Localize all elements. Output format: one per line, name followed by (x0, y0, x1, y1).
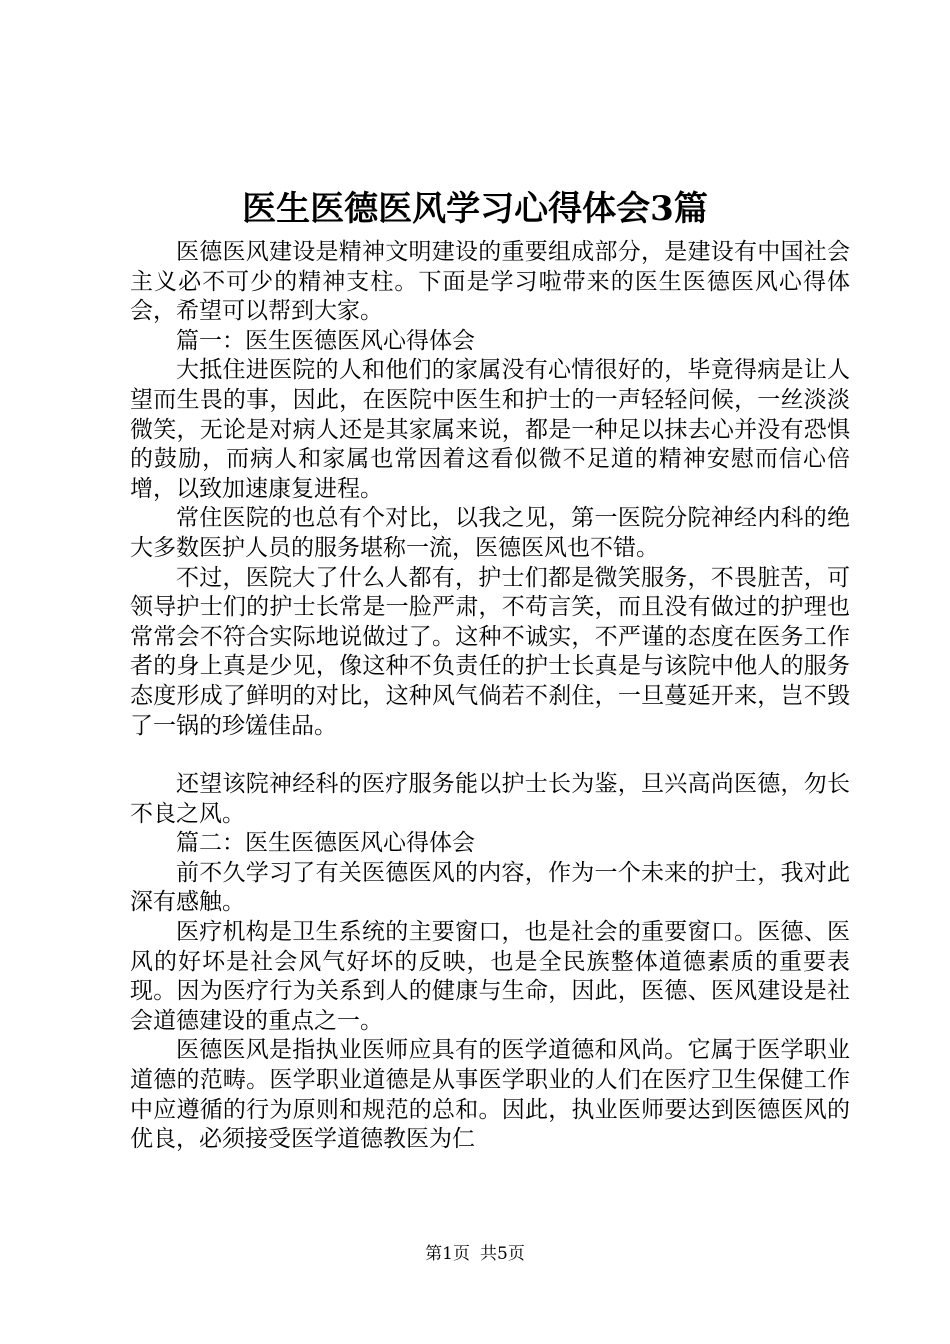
paragraph: 大抵住进医院的人和他们的家属没有心情很好的，毕竟得病是让人望而生畏的事，因此，在医院中医生和护士的一声轻轻问候，一丝淡淡微笑，无论是对病人还是其家属来说，都是一种足以抹去心并没有恐惧的鼓励，而病人和家属也常因着这看似微不足道的精神安慰而信心倍增，以致加速康复进程。 (130, 357, 850, 502)
page-number: 第1页 (425, 1244, 470, 1264)
paragraph: 常住医院的也总有个对比，以我之见，第一医院分院神经内科的绝大多数医护人员的服务堪称一流，医德医风也不错。 (130, 505, 850, 561)
paragraph: 医疗机构是卫生系统的主要窗口，也是社会的重要窗口。医德、医风的好坏是社会风气好坏的反映，也是全民族整体道德素质的重要表现。因为医疗行为关系到人的健康与生命，因此，医德、医风建设是社会道德建设的重点之一。 (130, 919, 850, 1034)
section-heading-1: 篇一：医生医德医风心得体会 (176, 327, 475, 354)
paragraph-intro: 医德医风建设是精神文明建设的重要组成部分，是建设有中国社会主义必不可少的精神支柱。下面是学习啦带来的医生医德医风心得体会，希望可以帮到大家。 (130, 239, 850, 325)
page-count: 共5页 (480, 1244, 525, 1264)
paragraph: 还望该院神经科的医疗服务能以护士长为鉴，旦兴高尚医德，勿长不良之风。 (130, 771, 850, 827)
section-heading-2: 篇二：医生医德医风心得体会 (176, 830, 475, 857)
paragraph: 医德医风是指执业医师应具有的医学道德和风尚。它属于医学职业道德的范畴。医学职业道德是从事医学职业的人们在医疗卫生保健工作中应遵循的行为原则和规范的总和。因此，执业医师要达到医德医风的优良，必须接受医学道德教医为仁 (130, 1037, 850, 1153)
document-title: 医生医德医风学习心得体会3篇 (242, 189, 708, 229)
paragraph: 前不久学习了有关医德医风的内容，作为一个未来的护士，我对此深有感触。 (130, 859, 850, 916)
paragraph: 不过，医院大了什么人都有，护士们都是微笑服务，不畏脏苦，可领导护士们的护士长常是一脸严肃，不苟言笑，而且没有做过的护理也常常会不符合实际地说做过了。这种不诚实，不严谨的态度在医务工作者的身上真是少见，像这种不负责任的护士长真是与该院中他人的服务态度形成了鲜明的对比，这种风气倘若不刹住，一旦蔓延开来，岂不毁了一锅的珍馐佳品。 (130, 564, 850, 739)
page-footer (0, 1243, 950, 1265)
document-body (130, 238, 850, 1155)
